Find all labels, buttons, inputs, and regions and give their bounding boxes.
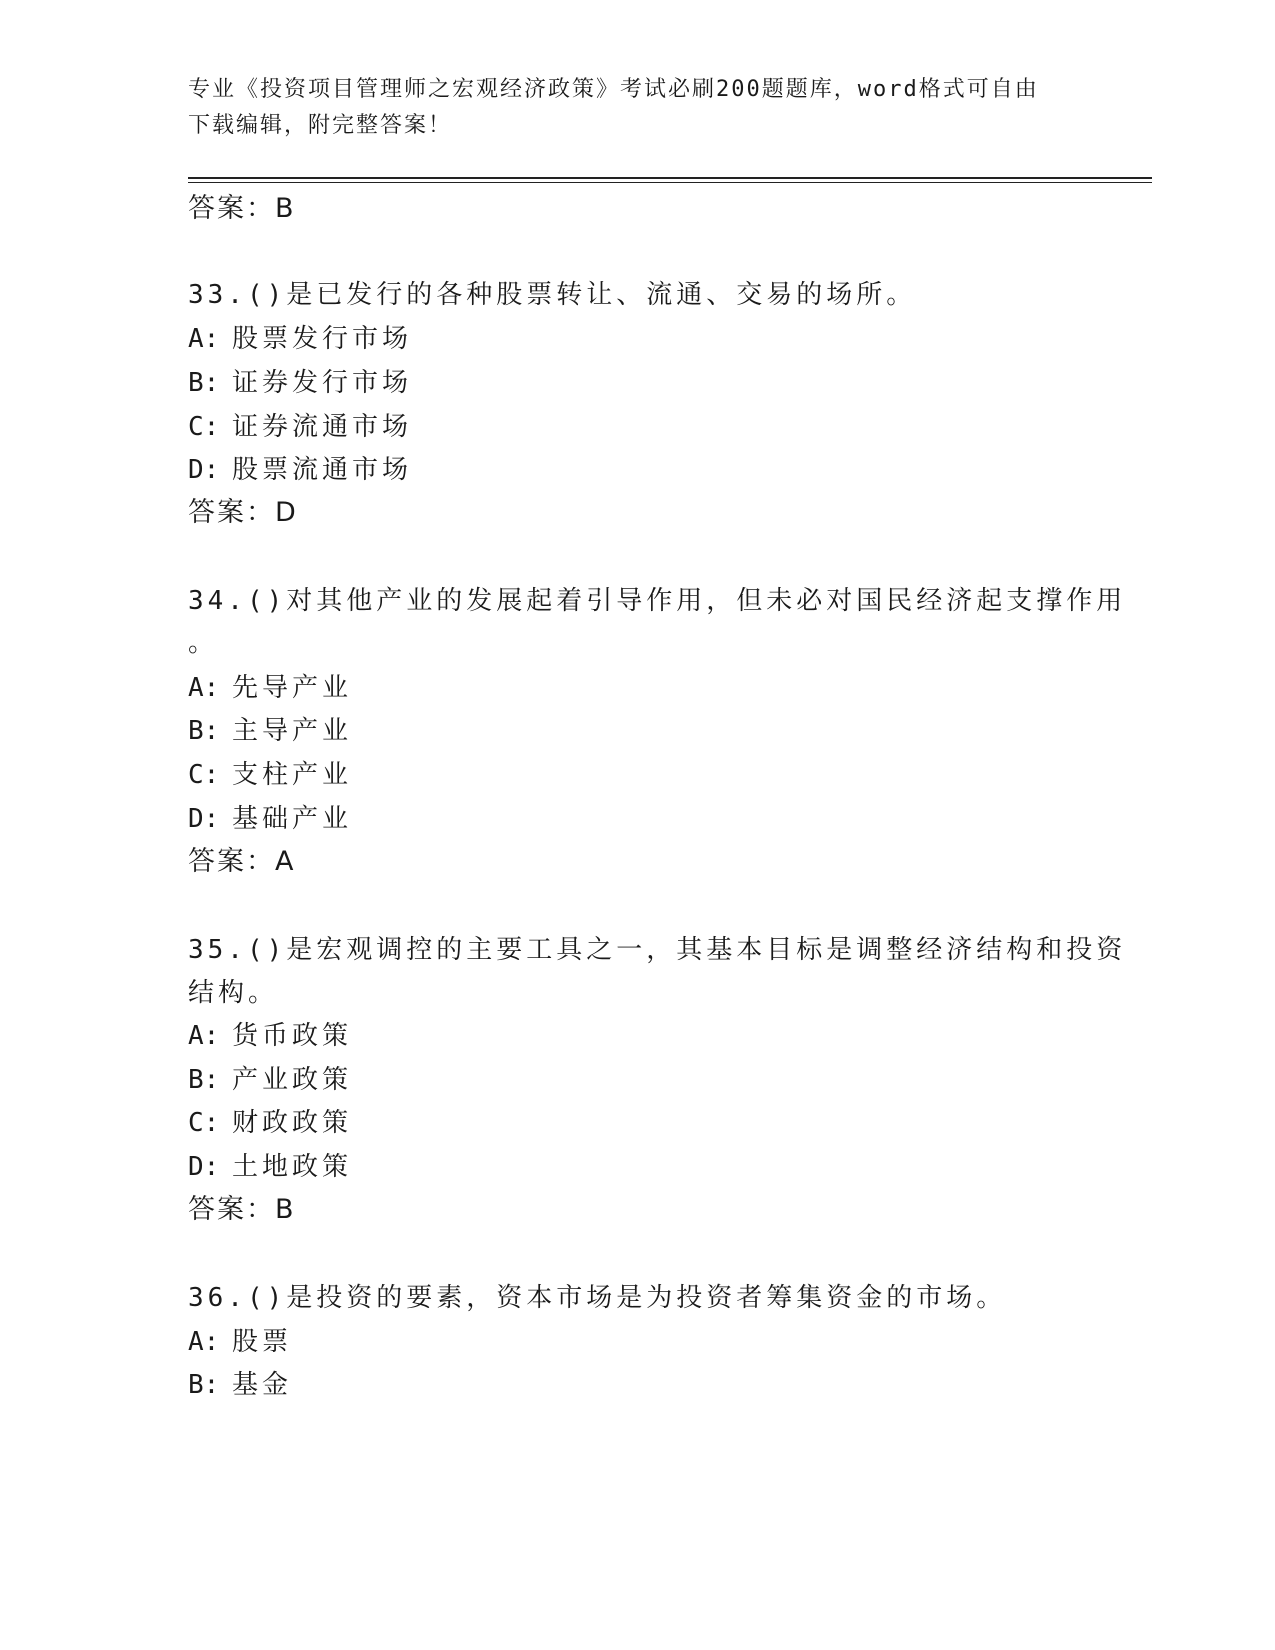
header-divider	[188, 177, 1152, 179]
option-text: 产业政策	[232, 1065, 353, 1095]
header-line-2: 下载编辑，附完整答案！	[188, 113, 453, 138]
option-key: A:	[188, 673, 220, 703]
option-key: D:	[188, 1152, 220, 1182]
question-stem-continued: 。	[188, 628, 219, 658]
option-text: 货币政策	[232, 1021, 353, 1051]
question-stem: 36.()是投资的要素，资本市场是为投资者筹集资金的市场。	[188, 1283, 1007, 1313]
header-divider-thin	[188, 182, 1152, 183]
option-key: B:	[188, 716, 220, 746]
option-key: C:	[188, 1108, 220, 1138]
option-c	[188, 412, 412, 442]
question-stem: 33.()是已发行的各种股票转让、流通、交易的场所。	[188, 280, 917, 310]
answer: 答案：D	[188, 497, 298, 528]
option-key: B:	[188, 1065, 220, 1095]
option-text: 财政政策	[232, 1108, 353, 1138]
document-header	[188, 72, 1088, 144]
option-b	[188, 1370, 292, 1400]
option-text: 基础产业	[232, 804, 353, 834]
option-key: C:	[188, 412, 220, 442]
option-key: A:	[188, 1327, 220, 1357]
option-text: 先导产业	[232, 673, 353, 703]
option-text: 证券发行市场	[232, 368, 413, 398]
answer: 答案：A	[188, 846, 296, 877]
option-a	[188, 324, 412, 354]
option-key: C:	[188, 760, 220, 790]
option-b	[188, 368, 412, 398]
answer-previous: 答案：B	[188, 193, 296, 224]
option-key: A:	[188, 1021, 220, 1051]
option-a	[188, 673, 352, 703]
option-text: 主导产业	[232, 716, 353, 746]
option-b	[188, 716, 352, 746]
answer: 答案：B	[188, 1194, 296, 1225]
option-key: B:	[188, 1370, 220, 1400]
option-key: D:	[188, 455, 220, 485]
option-c	[188, 1108, 352, 1138]
question-stem: 35.()是宏观调控的主要工具之一，其基本目标是调整经济结构和投资	[188, 935, 1127, 965]
header-line-1: 专业《投资项目管理师之宏观经济政策》考试必刷200题题库，word格式可自由	[188, 77, 1039, 102]
option-text: 支柱产业	[232, 760, 353, 790]
option-text: 证券流通市场	[232, 412, 413, 442]
option-key: A:	[188, 324, 220, 354]
option-a	[188, 1021, 352, 1051]
option-c	[188, 760, 352, 790]
question-stem: 34.()对其他产业的发展起着引导作用，但未必对国民经济起支撑作用	[188, 586, 1127, 616]
option-key: B:	[188, 368, 220, 398]
option-text: 股票发行市场	[232, 324, 413, 354]
option-d	[188, 1152, 352, 1182]
option-d	[188, 804, 352, 834]
option-a	[188, 1327, 292, 1357]
question-stem-continued: 结构。	[188, 978, 279, 1008]
option-text: 基金	[232, 1370, 293, 1400]
option-b	[188, 1065, 352, 1095]
option-d	[188, 455, 412, 485]
option-text: 股票	[232, 1327, 293, 1357]
option-text: 股票流通市场	[232, 455, 413, 485]
option-key: D:	[188, 804, 220, 834]
option-text: 土地政策	[232, 1152, 353, 1182]
